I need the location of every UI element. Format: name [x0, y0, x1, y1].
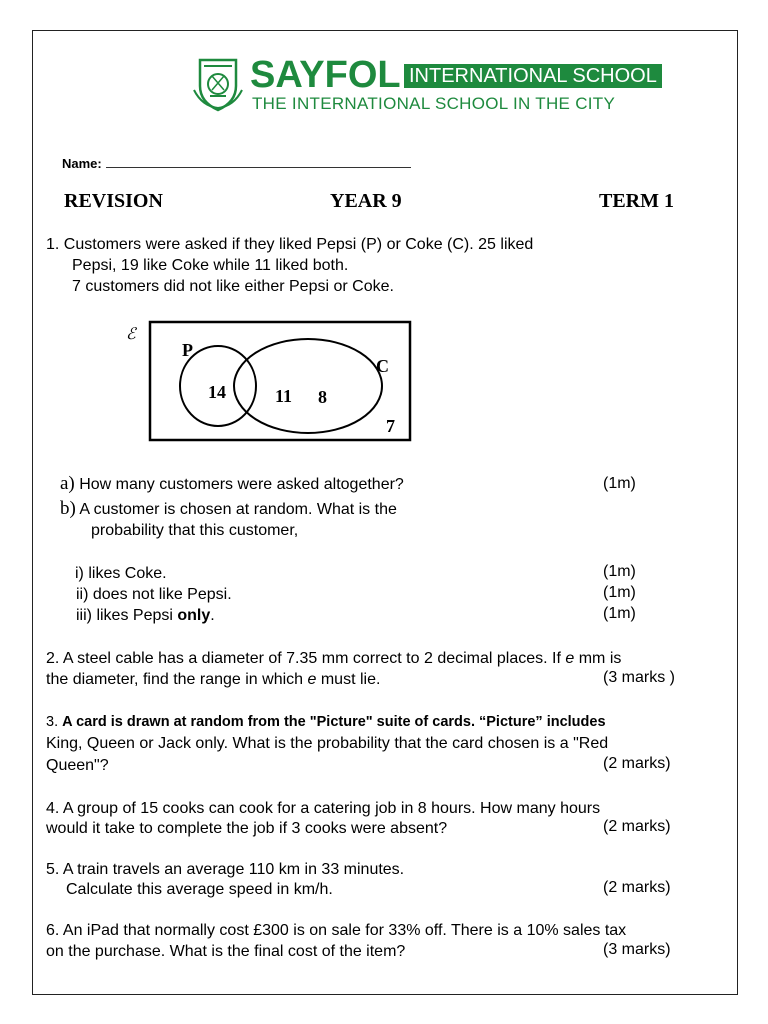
q1b-ii: ii) does not like Pepsi.	[76, 586, 232, 603]
q3-line2: King, Queen or Jack only. What is the probability that the card chosen is a "Red	[46, 735, 609, 752]
venn-value-p-only: 14	[208, 382, 226, 402]
q2-var-e: e	[565, 650, 575, 667]
q1a-text: How many customers were asked altogether?	[79, 476, 404, 493]
school-name: SAYFOL	[250, 54, 401, 96]
q1b	[60, 498, 397, 520]
venn-diagram	[120, 318, 420, 448]
q1b-iii	[76, 605, 215, 626]
venn-universal-symbol: ℰ	[126, 324, 136, 343]
q4-line1: 4. A group of 15 cooks can cook for a catering job in 8 hours. How many hours	[46, 800, 601, 817]
q1b-iii-only: only	[177, 607, 211, 624]
venn-value-c-only: 8	[318, 387, 327, 407]
q1b-text-line2: probability that this customer,	[91, 522, 299, 539]
q2-marks: (3 marks )	[603, 669, 675, 686]
q1b-i: i) likes Coke.	[75, 565, 167, 582]
q2-line2	[46, 669, 380, 690]
title-revision: REVISION	[64, 190, 163, 212]
q3-line1-bold: A card is drawn at random from the "Picture" suite of cards. “Picture” includes	[62, 714, 606, 730]
q1a-label: a)	[60, 473, 75, 494]
name-label: Name:	[62, 156, 102, 171]
venn-value-both: 11	[275, 386, 293, 406]
q1b-iii-pre: iii) likes Pepsi	[76, 607, 178, 624]
q2-line1	[46, 648, 621, 669]
q1b-iii-marks: (1m)	[603, 605, 636, 622]
school-type-box: INTERNATIONAL SCHOOL	[404, 64, 662, 88]
q1-line3: 7 customers did not like either Pepsi or Coke.	[72, 278, 394, 295]
q3-number: 3.	[46, 714, 63, 730]
school-crest	[192, 56, 244, 112]
q2-line2-pre: the diameter, find the range in which	[46, 671, 308, 688]
q1a-marks: (1m)	[603, 475, 636, 492]
q1-line1: 1. Customers were asked if they liked Pepsi (P) or Coke (C). 25 liked	[46, 236, 534, 253]
q1b-i-marks: (1m)	[603, 563, 636, 580]
q5-line1: 5. A train travels an average 110 km in 33 minutes.	[46, 861, 405, 878]
venn-label-p: P	[182, 340, 193, 360]
q2-line1-pre: 2. A steel cable has a diameter of 7.35 mm correct to 2 decimal places. If	[46, 650, 566, 667]
venn-label-c: C	[376, 356, 389, 376]
q4-line2: would it take to complete the job if 3 cooks were absent?	[46, 820, 448, 837]
school-tagline: THE INTERNATIONAL SCHOOL IN THE CITY	[252, 94, 616, 113]
q3-line1	[46, 712, 606, 732]
q2-line2-post: must lie.	[316, 671, 381, 688]
q3-marks: (2 marks)	[603, 755, 671, 772]
q1a	[60, 473, 404, 495]
q6-line1: 6. An iPad that normally cost £300 is on sale for 33% off. There is a 10% sales tax	[46, 922, 627, 939]
q1b-iii-post: .	[210, 607, 215, 624]
q1b-text-line1: A customer is chosen at random. What is the	[79, 501, 397, 518]
title-year: YEAR 9	[330, 190, 402, 212]
q1-line2: Pepsi, 19 like Coke while 11 liked both.	[72, 257, 349, 274]
title-term: TERM 1	[599, 190, 674, 212]
q1b-label: b)	[60, 498, 76, 519]
q6-marks: (3 marks)	[603, 941, 671, 958]
q4-marks: (2 marks)	[603, 818, 671, 835]
q2-line1-post: mm is	[574, 650, 622, 667]
venn-value-neither: 7	[386, 416, 395, 436]
q1b-ii-marks: (1m)	[603, 584, 636, 601]
q3-line3: Queen"?	[46, 757, 109, 774]
q6-line2: on the purchase. What is the final cost of the item?	[46, 943, 406, 960]
q5-marks: (2 marks)	[603, 879, 671, 896]
q2-var-e2: e	[307, 671, 317, 688]
q5-line2: Calculate this average speed in km/h.	[66, 881, 333, 898]
name-field	[62, 155, 411, 171]
name-blank-line	[106, 155, 411, 168]
